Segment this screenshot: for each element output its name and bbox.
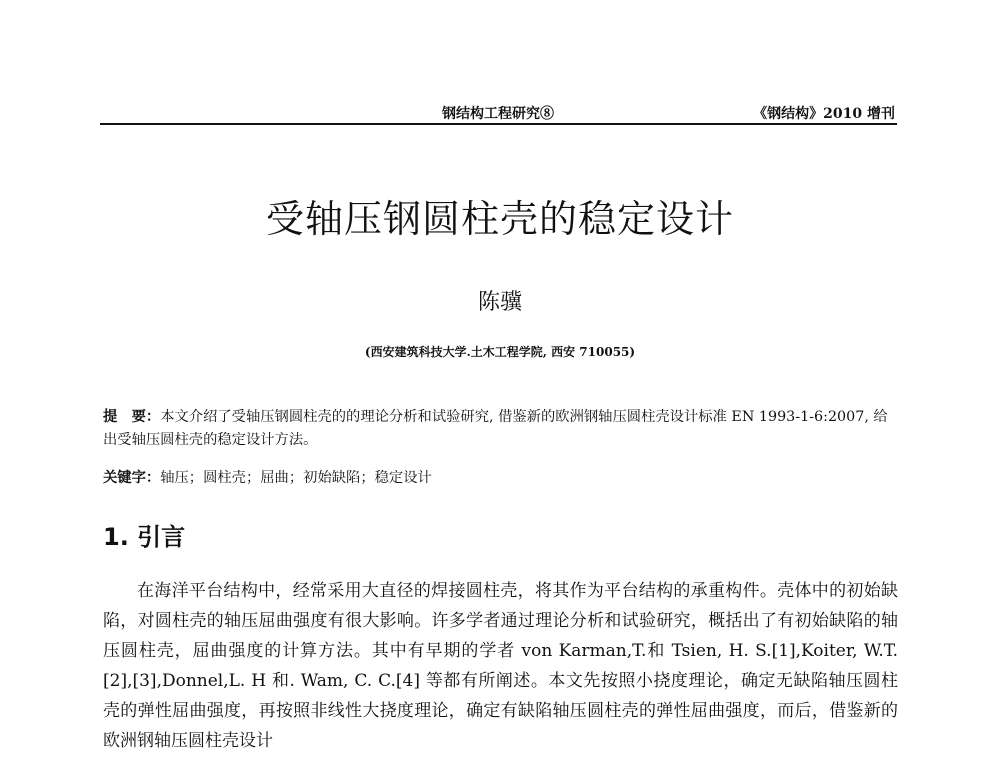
body-text — [103, 576, 898, 756]
keywords-label: 关键字： — [103, 470, 161, 486]
keywords — [103, 467, 898, 487]
author-affiliation: (西安建筑科技大学.土木工程学院, 西安 710055) — [364, 345, 636, 359]
header-series: 钢结构工程研究⑧ — [442, 106, 554, 122]
abstract-label: 提 要： — [103, 409, 161, 425]
running-header — [100, 103, 897, 125]
keywords-text: 轴压；圆柱壳；屈曲；初始缺陷；稳定设计 — [160, 470, 432, 486]
abstract — [103, 406, 898, 452]
header-journal: 《钢结构》2010 增刊 — [753, 106, 895, 122]
section-heading: 1. 引言 — [103, 523, 186, 551]
abstract-text: 本文介绍了受轴压钢圆柱壳的的理论分析和试验研究, 借鉴新的欧洲钢轴压圆柱壳设计标准 EN 1993-1-6:2007, 给出受轴压圆柱壳的稳定设计方法。 — [103, 409, 888, 448]
author-name: 陈骥 — [477, 290, 522, 315]
paper-title: 受轴压钢圆柱壳的稳定设计 — [265, 197, 734, 241]
body-paragraph: 在海洋平台结构中，经常采用大直径的焊接圆柱壳，将其作为平台结构的承重构件。壳体中的初始缺陷，对圆柱壳的轴压屈曲强度有很大影响。许多学者通过理论分析和试验研究，概括出了有初始缺陷的轴压圆柱壳，屈曲强度的计算方法。其中有早期的学者 von Karman,T.和 Tsien, H. S.[1],Koiter, W.T.[2],[3],Donnel,L. H 和. Wam, C. C.[4] 等都有所阐述。本文先按照小挠度理论，确定无缺陷轴压圆柱壳的弹性屈曲强度，再按照非线性大挠度理论，确定有缺陷轴压圆柱壳的弹性屈曲强度，而后，借鉴新的欧洲钢轴压圆柱壳设计 — [103, 581, 898, 751]
